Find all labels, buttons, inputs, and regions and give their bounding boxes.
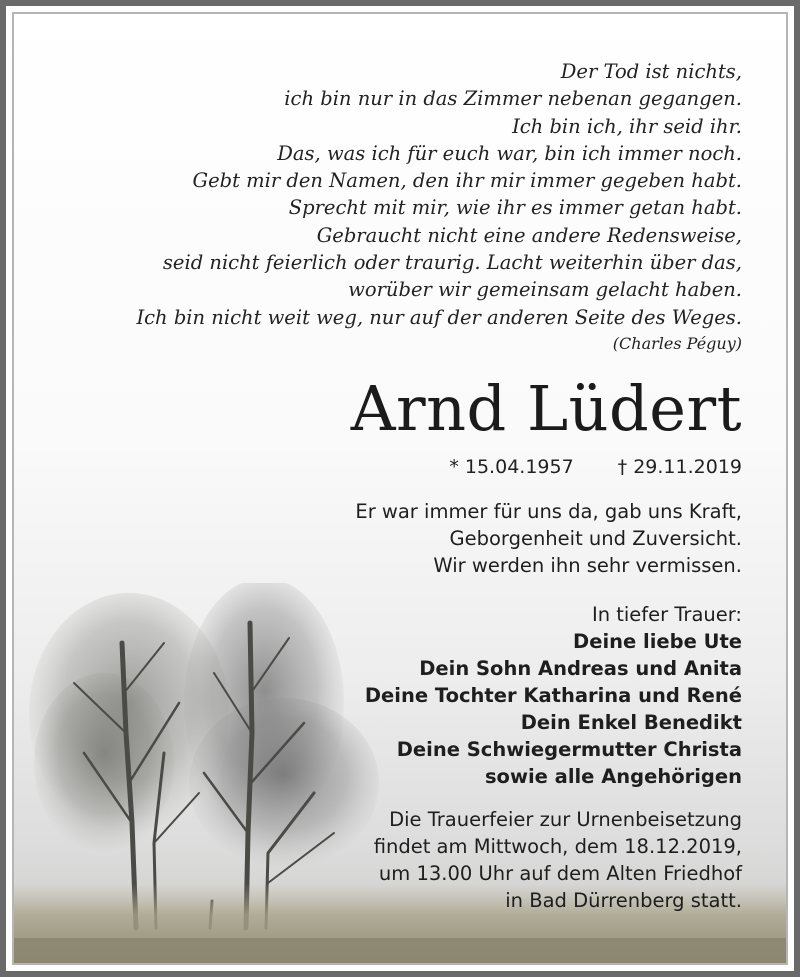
poem-line: Ich bin nicht weit weg, nur auf der anderen Seite des Weges. xyxy=(136,305,742,329)
service-line: in Bad Dürrenberg statt. xyxy=(505,888,742,912)
service-line: um 13.00 Uhr auf dem Alten Friedhof xyxy=(378,861,742,885)
poem-line: seid nicht feierlich oder traurig. Lacht weiterhin über das, xyxy=(162,251,742,275)
poem-line: Das, was ich für euch war, bin ich immer noch. xyxy=(277,141,742,165)
poem-line: Gebraucht nicht eine andere Redensweise, xyxy=(316,223,742,247)
poem-line: Sprecht mit mir, wie ihr es immer getan habt. xyxy=(288,196,742,220)
obituary-card xyxy=(12,12,788,965)
mourner-name: Deine Schwiegermutter Christa xyxy=(396,737,742,761)
life-dates xyxy=(62,454,742,480)
mourner-name: Dein Enkel Benedikt xyxy=(520,710,742,734)
tribute-line: Geborgenheit und Zuversicht. xyxy=(449,526,742,550)
deceased-name: Arnd Lüdert xyxy=(350,371,742,445)
poem-line: Gebt mir den Namen, den ihr mir immer gegeben habt. xyxy=(192,169,742,193)
tribute-line: Er war immer für uns da, gab uns Kraft, xyxy=(355,499,742,523)
poem-line: Ich bin ich, ihr seid ihr. xyxy=(512,114,742,138)
birth-date: * 15.04.1957 xyxy=(449,455,574,478)
service-info xyxy=(62,806,742,914)
poem-line: Der Tod ist nichts, xyxy=(560,60,742,83)
service-line: Die Trauerfeier zur Urnenbeisetzung xyxy=(389,807,742,831)
death-date: † 29.11.2019 xyxy=(617,455,742,478)
mourner-name: Dein Sohn Andreas und Anita xyxy=(419,656,742,680)
mourner-name: sowie alle Angehörigen xyxy=(484,764,742,788)
obituary-text xyxy=(62,58,742,914)
poem-author: (Charles Péguy) xyxy=(612,333,742,353)
poem-line: ich bin nur in das Zimmer nebenan gegangen. xyxy=(284,87,742,111)
service-line: findet am Mittwoch, dem 18.12.2019, xyxy=(373,834,742,858)
mourner-name: Deine Tochter Katharina und René xyxy=(364,683,742,707)
tribute xyxy=(62,498,742,579)
poem xyxy=(62,58,742,331)
tribute-line: Wir werden ihn sehr vermissen. xyxy=(433,553,742,577)
mourner-name: Deine liebe Ute xyxy=(573,629,742,653)
mourners-intro: In tiefer Trauer: xyxy=(591,602,742,626)
mourners xyxy=(62,601,742,790)
poem-line: worüber wir gemeinsam gelacht haben. xyxy=(348,278,742,302)
